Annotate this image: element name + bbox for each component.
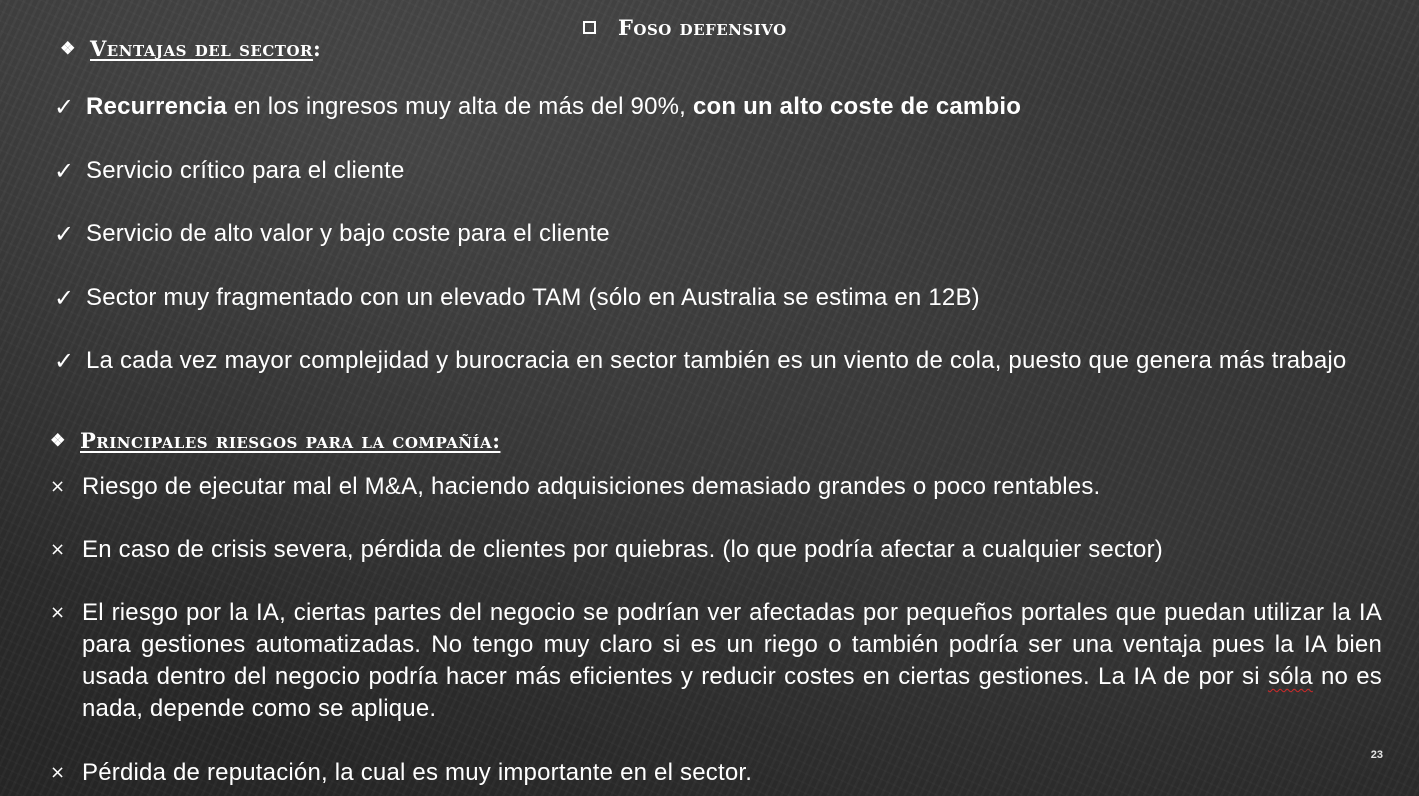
advantage-item-text: Recurrencia en los ingresos muy alta de más del 90%, con un alto coste de cambio bbox=[86, 93, 1022, 120]
x-mark-icon: × bbox=[50, 762, 66, 783]
check-mark-icon: ✓ bbox=[54, 220, 75, 248]
advantage-item-text: Servicio de alto valor y bajo coste para el cliente bbox=[86, 220, 610, 247]
ventajas-heading-text: Ventajas del sector bbox=[90, 36, 313, 61]
check-mark-icon: ✓ bbox=[54, 284, 75, 312]
risk-item-text: En caso de crisis severa, pérdida de clientes por quiebras. (lo que podría afectar a cualquier sector) bbox=[82, 536, 1163, 563]
risk-item-text: Riesgo de ejecutar mal el M&A, haciendo adquisiciones demasiado grandes o poco rentables. bbox=[82, 473, 1101, 500]
hollow-square-bullet-icon bbox=[583, 21, 596, 34]
check-mark-icon: ✓ bbox=[54, 347, 75, 375]
advantage-item bbox=[54, 218, 1382, 250]
risk-item-text: El riesgo por la IA, ciertas partes del negocio se podrían ver afectadas por pequeños portales que puedan utilizar la IA para gestiones automatizadas. No tengo muy claro si es un riego o también podría ser una ventaja pues la IA bien usada dentro del negocio podría hacer más eficientes y reducir costes en ciertas gestiones. La IA de por si sóla no es nada, depende como se aplique. bbox=[82, 599, 1382, 722]
risk-item bbox=[50, 471, 1382, 503]
advantage-item bbox=[54, 282, 1382, 314]
advantage-item bbox=[54, 155, 1382, 187]
ventajas-heading-colon: : bbox=[313, 36, 322, 61]
advantage-item-text: La cada vez mayor complejidad y burocracia en sector también es un viento de cola, puesto que genera más trabajo bbox=[86, 347, 1347, 374]
advantage-item bbox=[54, 345, 1382, 377]
check-mark-icon: ✓ bbox=[54, 157, 75, 185]
risk-item-text: Pérdida de reputación, la cual es muy importante en el sector. bbox=[82, 759, 753, 786]
risk-item bbox=[50, 534, 1382, 566]
x-mark-icon: × bbox=[50, 476, 66, 497]
x-mark-icon: × bbox=[50, 602, 66, 623]
x-mark-icon: × bbox=[50, 539, 66, 560]
check-mark-icon: ✓ bbox=[54, 93, 75, 121]
advantage-item bbox=[54, 91, 1382, 123]
slide-title-text: Foso defensivo bbox=[618, 14, 787, 40]
slide-title bbox=[583, 10, 787, 44]
page-number: 23 bbox=[1370, 749, 1383, 761]
risk-item bbox=[50, 757, 1382, 789]
riesgos-heading bbox=[48, 428, 500, 453]
advantage-item-text: Servicio crítico para el cliente bbox=[86, 157, 405, 184]
diamond-bullet-icon: ❖ bbox=[50, 430, 66, 451]
spellcheck-underlined-word: sóla bbox=[1267, 663, 1313, 690]
ventajas-heading bbox=[58, 36, 321, 61]
riesgos-heading-text: Principales riesgos para la compañía: bbox=[80, 428, 501, 453]
risk-item bbox=[50, 597, 1382, 725]
advantage-item-text: Sector muy fragmentado con un elevado TAM (sólo en Australia se estima en 12B) bbox=[86, 284, 980, 311]
diamond-bullet-icon: ❖ bbox=[60, 38, 76, 59]
